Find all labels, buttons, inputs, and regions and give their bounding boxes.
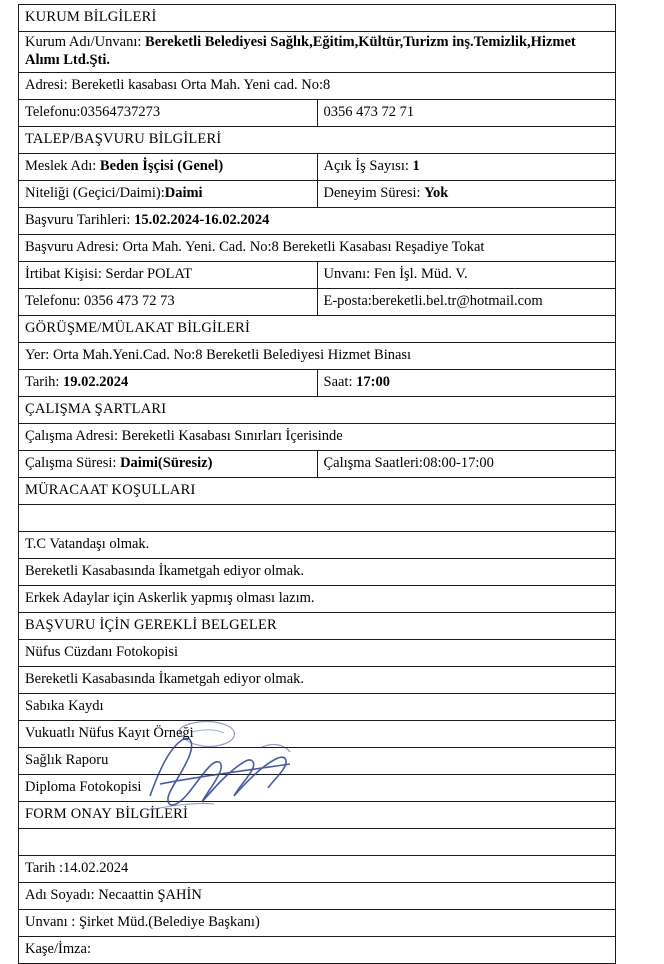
section-header-row bbox=[19, 613, 616, 640]
field-label: E-posta:bereketli.bel.tr@hotmail.com bbox=[323, 293, 543, 310]
field-label: Yer: Orta Mah.Yeni.Cad. No:8 Bereketli Belediyesi Hizmet Binası bbox=[25, 347, 412, 364]
table-row bbox=[19, 100, 616, 127]
section-header-row bbox=[19, 802, 616, 829]
field-cell-left bbox=[19, 100, 318, 127]
section-title: BAŞVURU İÇİN GEREKLİ BELGELER bbox=[19, 613, 616, 640]
section-header-row bbox=[19, 397, 616, 424]
section-header-row bbox=[19, 478, 616, 505]
field-cell-full bbox=[19, 775, 616, 802]
field-cell-full bbox=[19, 694, 616, 721]
field-label: Kurum Adı/Unvanı: bbox=[25, 34, 146, 50]
field-value: Beden İşçisi (Genel) bbox=[99, 158, 224, 175]
table-row bbox=[19, 343, 616, 370]
section-header-row bbox=[19, 127, 616, 154]
field-value: 1 bbox=[412, 158, 420, 175]
field-cell-left bbox=[19, 370, 318, 397]
table-row bbox=[19, 289, 616, 316]
field-label: Vukuatlı Nüfus Kayıt Örneği bbox=[25, 725, 194, 742]
field-cell-full bbox=[19, 532, 616, 559]
table-row bbox=[19, 505, 616, 532]
table-row bbox=[19, 262, 616, 289]
field-label: Sağlık Raporu bbox=[25, 752, 109, 769]
table-row bbox=[19, 748, 616, 775]
field-cell-left bbox=[19, 289, 318, 316]
field-label: Telefonu: 0356 473 72 73 bbox=[25, 293, 175, 310]
table-row bbox=[19, 154, 616, 181]
field-label: T.C Vatandaşı olmak. bbox=[25, 536, 150, 553]
table-row bbox=[19, 559, 616, 586]
table-row bbox=[19, 721, 616, 748]
form-table bbox=[18, 4, 616, 964]
field-cell-left bbox=[19, 154, 318, 181]
field-value: 15.02.2024-16.02.2024 bbox=[134, 212, 270, 229]
table-row bbox=[19, 775, 616, 802]
field-label: Bereketli Kasabasında İkametgah ediyor olmak. bbox=[25, 671, 305, 688]
field-cell-right bbox=[317, 154, 616, 181]
document-page bbox=[18, 4, 616, 964]
table-row bbox=[19, 829, 616, 856]
field-label: Çalışma Saatleri:08:00-17:00 bbox=[323, 455, 494, 472]
table-row bbox=[19, 694, 616, 721]
field-cell-full bbox=[19, 910, 616, 937]
field-value: 19.02.2024 bbox=[63, 374, 129, 391]
field-label: Deneyim Süresi: bbox=[323, 185, 425, 202]
table-row bbox=[19, 586, 616, 613]
field-cell-full bbox=[19, 208, 616, 235]
field-label: 0356 473 72 71 bbox=[323, 104, 415, 121]
field-cell-right bbox=[317, 370, 616, 397]
field-cell-full bbox=[19, 586, 616, 613]
field-cell-full bbox=[19, 73, 616, 100]
section-title: ÇALIŞMA ŞARTLARI bbox=[19, 397, 616, 424]
field-value: Daimi(Süresiz) bbox=[120, 455, 213, 472]
field-label: Telefonu:03564737273 bbox=[25, 104, 161, 121]
section-header-row bbox=[19, 5, 616, 32]
field-value: Yok bbox=[424, 185, 449, 202]
field-label: Nüfus Cüzdanı Fotokopisi bbox=[25, 644, 179, 661]
field-cell-full bbox=[19, 748, 616, 775]
table-row bbox=[19, 32, 616, 73]
table-row bbox=[19, 937, 616, 964]
field-cell-right bbox=[317, 100, 616, 127]
field-cell-right bbox=[317, 289, 616, 316]
field-label: Diploma Fotokopisi bbox=[25, 779, 142, 796]
field-label: Bereketli Kasabasında İkametgah ediyor olmak. bbox=[25, 563, 305, 580]
table-row bbox=[19, 208, 616, 235]
field-cell-left bbox=[19, 181, 318, 208]
table-row bbox=[19, 883, 616, 910]
table-row bbox=[19, 532, 616, 559]
field-cell-full bbox=[19, 505, 616, 532]
field-cell-full bbox=[19, 640, 616, 667]
field-label: Sabıka Kaydı bbox=[25, 698, 104, 715]
field-cell-full bbox=[19, 32, 616, 73]
field-cell-full bbox=[19, 883, 616, 910]
section-title: TALEP/BAŞVURU BİLGİLERİ bbox=[19, 127, 616, 154]
field-cell-full bbox=[19, 343, 616, 370]
field-cell-full bbox=[19, 235, 616, 262]
field-cell-right bbox=[317, 451, 616, 478]
table-row bbox=[19, 667, 616, 694]
table-row bbox=[19, 235, 616, 262]
field-label: Açık İş Sayısı: bbox=[323, 158, 413, 175]
section-title: KURUM BİLGİLERİ bbox=[19, 5, 616, 32]
field-label: Tarih :14.02.2024 bbox=[25, 860, 129, 877]
field-label: İrtibat Kişisi: Serdar POLAT bbox=[25, 266, 193, 283]
table-row bbox=[19, 73, 616, 100]
field-label: Erkek Adaylar için Askerlik yapmış olması lazım. bbox=[25, 590, 315, 607]
field-label: Unvanı: Fen İşl. Müd. V. bbox=[323, 266, 468, 283]
field-label: Başvuru Tarihleri: bbox=[25, 212, 135, 229]
field-cell-right bbox=[317, 262, 616, 289]
field-cell-left bbox=[19, 451, 318, 478]
field-label: Çalışma Süresi: bbox=[25, 455, 121, 472]
field-cell-right bbox=[317, 181, 616, 208]
table-row bbox=[19, 370, 616, 397]
section-title: FORM ONAY BİLGİLERİ bbox=[19, 802, 616, 829]
field-label: Çalışma Adresi: Bereketli Kasabası Sınırları İçerisinde bbox=[25, 428, 343, 445]
table-row bbox=[19, 451, 616, 478]
field-label: Adresi: Bereketli kasabası Orta Mah. Yeni cad. No:8 bbox=[25, 77, 331, 94]
signature-cell bbox=[19, 937, 616, 964]
field-cell-full bbox=[19, 559, 616, 586]
field-value: Bereketli Belediyesi Sağlık,Eğitim,Kültür,Turizm inş.Temizlik,Hizmet Alımı Ltd.Şti. bbox=[25, 34, 576, 68]
field-cell-full bbox=[19, 424, 616, 451]
table-row bbox=[19, 910, 616, 937]
field-label: Meslek Adı: bbox=[25, 158, 100, 175]
field-label: Adı Soyadı: Necaattin ŞAHİN bbox=[25, 887, 202, 904]
field-cell-full bbox=[19, 856, 616, 883]
section-title: GÖRÜŞME/MÜLAKAT BİLGİLERİ bbox=[19, 316, 616, 343]
field-label: Tarih: bbox=[25, 374, 64, 391]
table-row bbox=[19, 856, 616, 883]
field-label: Unvanı : Şirket Müd.(Belediye Başkanı) bbox=[25, 914, 260, 931]
field-cell-full bbox=[19, 829, 616, 856]
field-value: 17:00 bbox=[356, 374, 390, 391]
field-label: Kaşe/İmza: bbox=[25, 941, 92, 958]
field-cell-left bbox=[19, 262, 318, 289]
field-cell-full bbox=[19, 721, 616, 748]
field-label: Niteliği (Geçici/Daimi): bbox=[25, 185, 165, 202]
table-row bbox=[19, 424, 616, 451]
section-header-row bbox=[19, 316, 616, 343]
table-row bbox=[19, 640, 616, 667]
field-cell-full bbox=[19, 667, 616, 694]
field-label: Saat: bbox=[323, 374, 357, 391]
table-row bbox=[19, 181, 616, 208]
field-label: Başvuru Adresi: Orta Mah. Yeni. Cad. No:8 Bereketli Kasabası Reşadiye Tokat bbox=[25, 239, 485, 256]
field-value: Daimi bbox=[164, 185, 203, 202]
section-title: MÜRACAAT KOŞULLARI bbox=[19, 478, 616, 505]
